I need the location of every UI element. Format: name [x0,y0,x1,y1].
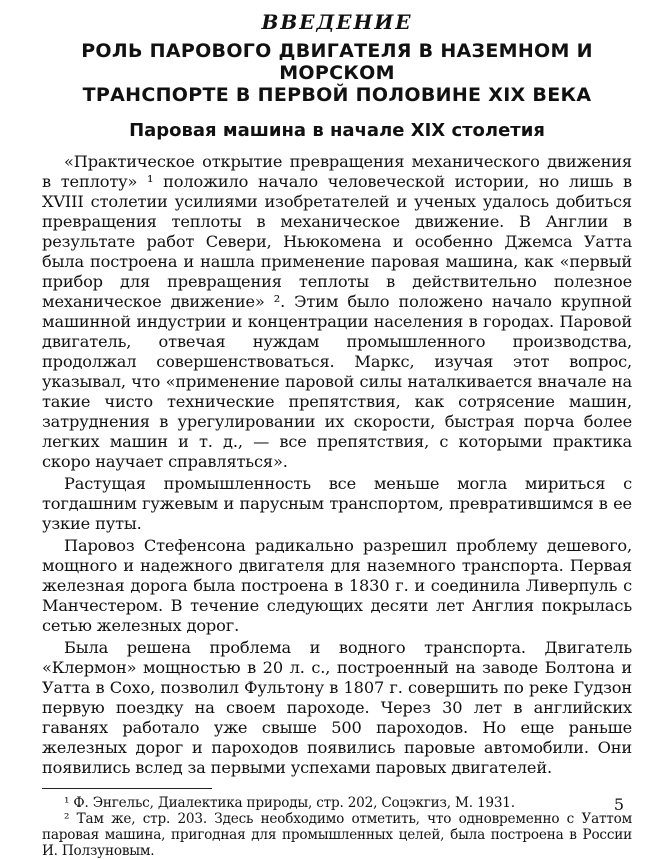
subsection-title: Паровая машина в начале XIX столетия [129,120,545,141]
footnote-1: ¹ Ф. Энгельс, Диалектика природы, стр. 202, Соцэкгиз, М. 1931. [64,795,515,811]
section-title-line-2: ТРАНСПОРТЕ В ПЕРВОЙ ПОЛОВИНЕ XIX ВЕКА [82,84,592,106]
section-title-line-1: РОЛЬ ПАРОВОГО ДВИГАТЕЛЯ В НАЗЕМНОМ И МОРСКОМ [81,40,593,84]
footnote-2: ² Там же, стр. 203. Здесь необходимо отметить, что одновременно с Уаттом паровая машина, пригодная для промышленных целей, была построена в России И. Ползуновым. [42,811,632,859]
paragraph-2: Растущая промышленность все меньше могла мириться с тогдашним гужевым и парусным транспортом, превратившимся в ее узкие путы. [42,474,632,533]
footnote-divider [42,788,212,789]
paragraph-1: «Практическое открытие превращения механического движения в теплоту» ¹ положило начало человеческой истории, но лишь в XVIII столетии усилиями изобретателей и ученых удалось добиться превращения теплоты в механическое движение. В Англии в результате работ Севери, Ньюкомена и особенно Джемса Уатта была построена и нашла применение паровая машина, как «первый прибор для превращения теплоты в действительно полезное механическое движение» ². Этим было положено начало крупной машинной индустрии и концентрации населения в городах. Паровой двигатель, отвечая нуждам промышленного производства, продолжал совершенствоваться. Маркс, изучая этот вопрос, указывал, что «применение паровой силы наталкивается вначале на такие чисто технические препятствия, как сотрясение машин, затруднения в урегулировании их скорости, быстрая порча более легких машин и т. д., — все препятствия, с которыми практика скоро научает справляться». [42,152,632,471]
body-text [42,152,632,778]
chapter-heading: ВВЕДЕНИЕ [261,10,413,34]
paragraph-3: Паровоз Стефенсона радикально разрешил проблему дешевого, мощного и надежного двигателя для наземного транспорта. Первая железная дорога была построена в 1830 г. и соединила Ливерпуль с Манчестером. В течение следующих десяти лет Англия покрылась сетью железных дорог. [42,536,632,635]
document-page [42,10,632,859]
footnotes [42,795,632,859]
page-number: 5 [613,795,624,814]
section-title [42,40,632,106]
paragraph-4: Была решена проблема и водного транспорта. Двигатель «Клермон» мощностью в 20 л. с., построенный на заводе Болтона и Уатта в Сохо, позволил Фультону в 1807 г. совершить по реке Гудзон первую поездку на своем пароходе. Через 30 лет в английских гаванях работало уже свыше 500 пароходов. Но еще раньше железных дорог и пароходов появились паровые автомобили. Они появились вслед за первыми успехами паровых двигателей. [42,638,632,777]
